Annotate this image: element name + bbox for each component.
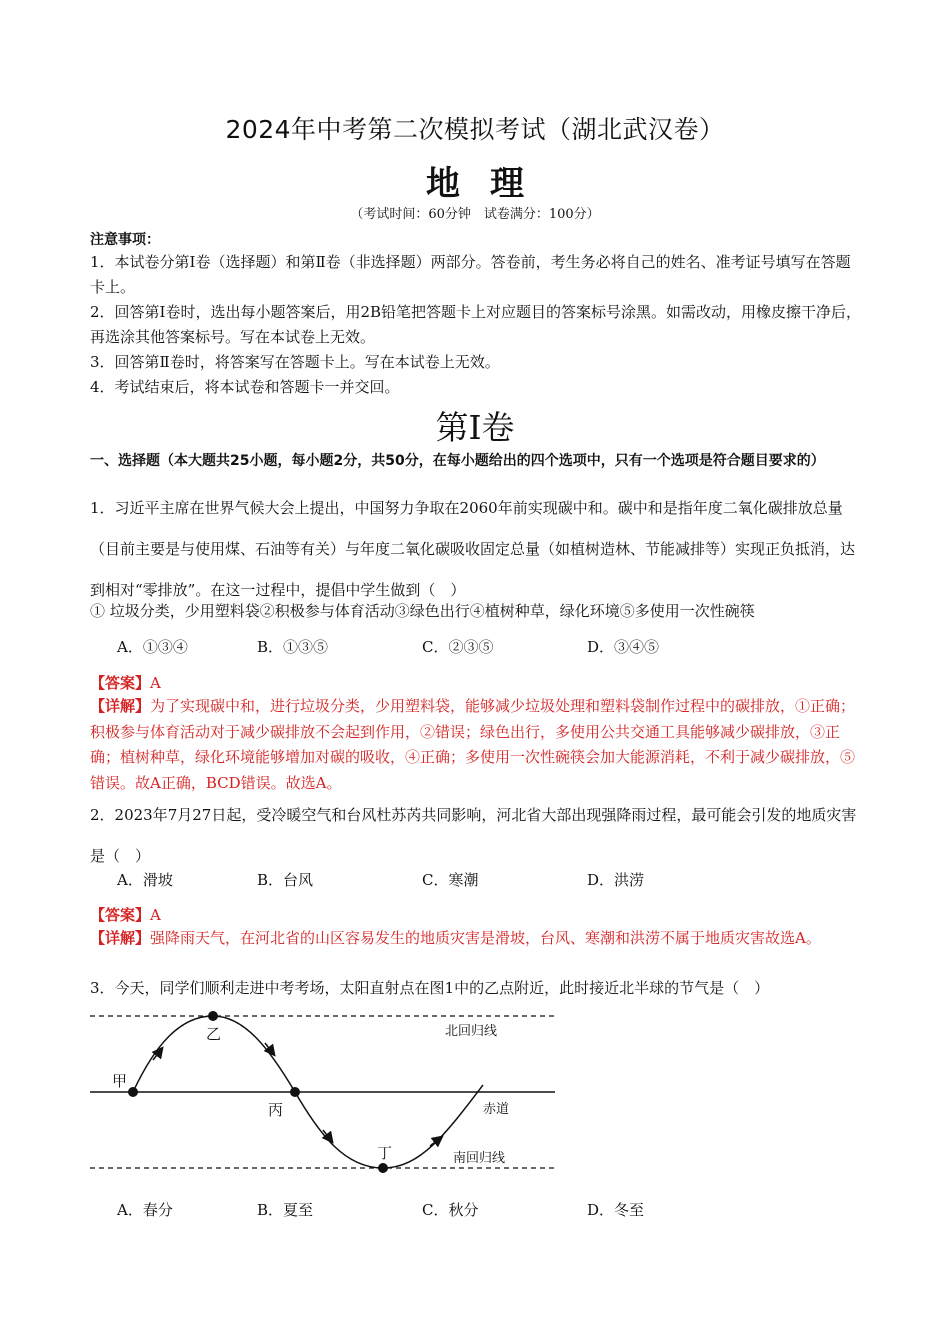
label-ding: 丁 [377, 1144, 393, 1162]
option-d: D．洪涝 [587, 871, 645, 889]
option-b: B．①③⑤ [257, 638, 329, 656]
question-1-stem [90, 488, 865, 611]
notice-item: 4．考试结束后，将本试卷和答题卡一并交回。 [90, 378, 400, 396]
notice-list [90, 250, 865, 400]
point-ding [378, 1163, 388, 1173]
answer-label: 【答案】 [90, 674, 151, 692]
label-tropic-of-capricorn: 南回归线 [453, 1151, 506, 1166]
question-1-explanation [90, 694, 865, 796]
explain-text: 强降雨天气，在河北省的山区容易发生的地质灾害是滑坡，台风、寒潮和洪涝不属于地质灾害故选A。 [150, 929, 821, 947]
option-d: D．冬至 [587, 1201, 645, 1219]
label-yi: 乙 [206, 1025, 222, 1043]
option-a: A．滑坡 [117, 871, 173, 889]
point-jia [128, 1087, 138, 1097]
exam-title: 2024年中考第二次模拟考试（湖北武汉卷） [225, 115, 725, 144]
point-bing [290, 1087, 300, 1097]
point-yi [208, 1011, 218, 1021]
notice-item: 1．本试卷分第Ⅰ卷（选择题）和第Ⅱ卷（非选择题）两部分。答卷前，考生务必将自己的姓名、准考证号填写在答题卡上。 [90, 253, 851, 296]
option-b: B．夏至 [257, 1201, 314, 1219]
option-d: D．③④⑤ [587, 638, 660, 656]
notice-item: 2．回答第Ⅰ卷时，选出每小题答案后，用2B铅笔把答题卡上对应题目的答案标号涂黑。如需改动，用橡皮擦干净后，再选涂其他答案标号。写在本试卷上无效。 [90, 303, 862, 346]
notice-item: 3．回答第Ⅱ卷时，将答案写在答题卡上。写在本试卷上无效。 [90, 353, 500, 371]
question-1-answer [90, 672, 161, 693]
question-2-explanation [90, 926, 865, 952]
section-heading: 一、选择题（本大题共25小题，每小题2分，共50分，在每小题给出的四个选项中，只有一个选项是符合题目要求的） [90, 453, 825, 469]
answer-value: A [150, 906, 161, 924]
question-1-items: ① 垃圾分类，少用塑料袋②积极参与体育活动③绿色出行④植树种草，绿化环境⑤多使用一次性碗筷 [90, 602, 755, 620]
question-3-stem: 3．今天，同学们顺利走进中考考场，太阳直射点在图1中的乙点附近，此时接近北半球的节气是（ ） [90, 979, 770, 997]
explain-label: 【详解】 [90, 929, 151, 947]
option-c: C．②③⑤ [422, 638, 494, 656]
option-c: C．寒潮 [422, 871, 479, 889]
sun-path-diagram [85, 1005, 565, 1175]
label-jia: 甲 [112, 1072, 128, 1090]
explain-label: 【详解】 [90, 697, 151, 715]
explain-text: 为了实现碳中和，进行垃圾分类，少用塑料袋，能够减少垃圾处理和塑料袋制作过程中的碳排放，①正确；积极参与体育活动对于减少碳排放不会起到作用，②错误；绿色出行，多使用公共交通工具能够减少碳排放，③正确；植树种草，绿化环境能够增加对碳的吸收，④正确；多使用一次性碗筷会加大能源消耗，不利于减少碳排放，⑤错误。故A正确，BCD错误。故选A。 [90, 697, 856, 792]
option-c: C．秋分 [422, 1201, 479, 1219]
question-2-stem: 2．2023年7月27日起，受冷暖空气和台风杜苏芮共同影响，河北省大部出现强降雨过程，最可能会引发的地质灾害是（ ） [90, 806, 857, 865]
arrow-icon [265, 1043, 272, 1052]
label-bing: 丙 [268, 1101, 284, 1119]
volume-title: 第Ⅰ卷 [435, 408, 515, 447]
exam-info: （考试时间：60分钟 试卷满分：100分） [350, 207, 600, 222]
label-equator: 赤道 [483, 1102, 510, 1117]
label-tropic-of-cancer: 北回归线 [445, 1024, 498, 1039]
subject-title: 地理 [426, 164, 554, 204]
option-a: A．春分 [117, 1201, 173, 1219]
option-b: B．台风 [257, 871, 314, 889]
arrow-icon [430, 1139, 439, 1146]
answer-label: 【答案】 [90, 906, 151, 924]
question-2-answer [90, 904, 161, 925]
notice-heading: 注意事项： [90, 232, 160, 248]
answer-value: A [150, 674, 161, 692]
question-stem: 1．习近平主席在世界气候大会上提出，中国努力争取在2060年前实现碳中和。碳中和是指年度二氧化碳排放总量（目前主要是与使用煤、石油等有关）与年度二氧化碳吸收固定总量（如植树造林、节能减排等）实现正负抵消，达到相对“零排放”。在这一过程中，提倡中学生做到（ ） [90, 499, 856, 599]
option-a: A．①③④ [117, 638, 188, 656]
